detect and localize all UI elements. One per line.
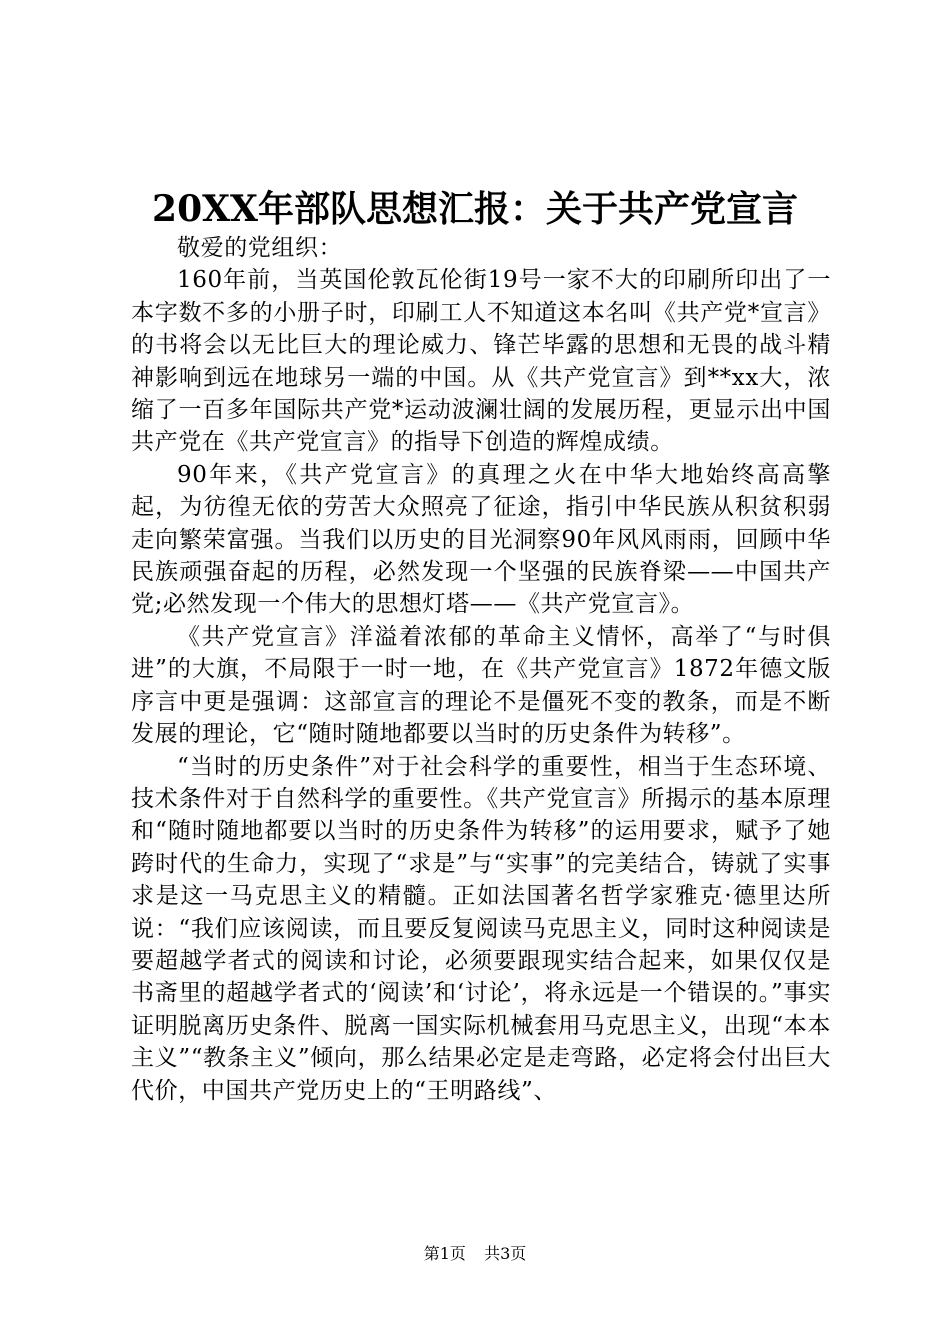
page-footer xyxy=(0,1242,950,1266)
paragraph-4: “当时的历史条件”对于社会科学的重要性，相当于生态环境、技术条件对于自然科学的重要性。《共产党宣言》所揭示的基本原理和“随时随地都要以当时的历史条件为转移”的运用要求，赋予了她跨时代的生命力，实现了“求是”与“实事”的完美结合，铸就了实事求是这一马克思主义的精髓。正如法国著名哲学家雅克·德里达所说：“我们应该阅读，而且要反复阅读马克思主义，同时这种阅读是要超越学者式的阅读和讨论，必须要跟现实结合起来，如果仅仅是书斋里的超越学者式的‘阅读’和‘讨论’，将永远是一个错误的。”事实证明脱离历史条件、脱离一国实际机械套用马克思主义，出现“本本主义”“教条主义”倾向，那么结果必定是走弯路，必定将会付出巨大代价，中国共产党历史上的“王明路线”、 xyxy=(131,753,831,1104)
paragraph-3: 《共产党宣言》洋溢着浓郁的革命主义情怀，高举了“与时俱进”的大旗，不局限于一时一地，在《共产党宣言》1872年德文版序言中更是强调：这部宣言的理论不是僵死不变的教条，而是不断发展的理论，它“随时随地都要以当时的历史条件为转移”。 xyxy=(131,623,831,748)
paragraph-2: 90年来，《共产党宣言》的真理之火在中华大地始终高高擎起，为彷徨无依的劳苦大众照亮了征途，指引中华民族从积贫积弱走向繁荣富强。当我们以历史的目光洞察90年风风雨雨，回顾中华民族顽强奋起的历程，必然发现一个坚强的民族脊梁——中国共产党;必然发现一个伟大的思想灯塔——《共产党宣言》。 xyxy=(131,461,831,618)
page-number: 第1页 xyxy=(423,1244,466,1263)
document-body xyxy=(131,232,831,1107)
total-pages: 共3页 xyxy=(484,1244,527,1263)
document-title: 20XX年部队思想汇报：关于共产党宣言 xyxy=(152,188,798,230)
paragraph-1: 160年前，当英国伦敦瓦伦街19号一家不大的印刷所印出了一本字数不多的小册子时，印刷工人不知道这本名叫《共产党*宣言》的书将会以无比巨大的理论威力、锋芒毕露的思想和无畏的战斗精神影响到远在地球另一端的中国。从《共产党宣言》到**xx大，浓缩了一百多年国际共产党*运动波澜壮阔的发展历程，更显示出中国共产党在《共产党宣言》的指导下创造的辉煌成绩。 xyxy=(131,267,831,456)
salutation: 敬爱的党组织： xyxy=(177,235,343,261)
